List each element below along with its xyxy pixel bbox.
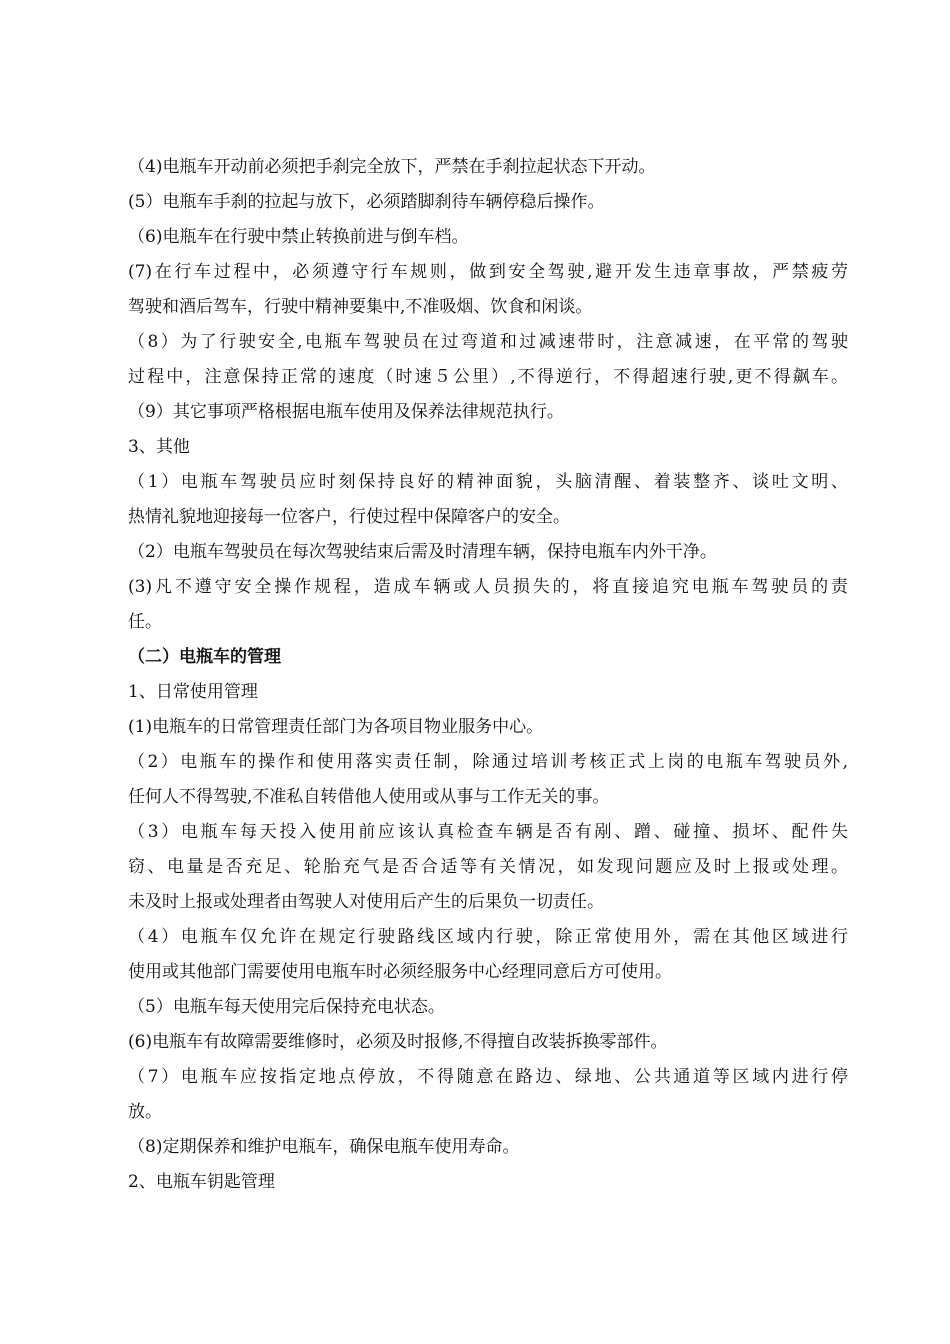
text-line: （8）为了行驶安全,电瓶车驾驶员在过弯道和过减速带时，注意减速，在平常的驾驶 [128, 332, 848, 352]
text-line: （7）电瓶车应按指定地点停放，不得随意在路边、绿地、公共通道等区域内进行停 [128, 1067, 848, 1087]
text-line: 放。 [128, 1102, 162, 1122]
document-body [128, 150, 848, 1200]
text-line: (6)电瓶车有故障需要维修时，必须及时报修,不得擅自改装拆换零部件。 [128, 1032, 668, 1052]
text-line: （4)电瓶车开动前必须把手刹完全放下，严禁在手刹拉起状态下开动。 [128, 157, 656, 177]
text-line: （5）电瓶车每天使用完后保持充电状态。 [128, 997, 445, 1017]
text-line: 热情礼貌地迎接每一位客户，行使过程中保障客户的安全。 [128, 507, 570, 527]
chapter-heading: （二）电瓶车的管理 [128, 647, 281, 667]
text-line: （3）电瓶车每天投入使用前应该认真检查车辆是否有剐、蹭、碰撞、损坏、配件失 [128, 822, 848, 842]
text-line: 窃、电量是否充足、轮胎充气是否合适等有关情况，如发现问题应及时上报或处理。 [128, 857, 848, 877]
text-line: 未及时上报或处理者由驾驶人对使用后产生的后果负一切责任。 [128, 892, 604, 912]
text-line: (3)凡不遵守安全操作规程，造成车辆或人员损失的，将直接追究电瓶车驾驶员的责 [128, 577, 848, 597]
text-line: 任何人不得驾驶,不准私自转借他人使用或从事与工作无关的事。 [128, 787, 610, 807]
text-line: （1）电瓶车驾驶员应时刻保持良好的精神面貌，头脑清醒、着装整齐、谈吐文明、 [128, 472, 848, 492]
text-line: （2）电瓶车驾驶员在每次驾驶结束后需及时清理车辆，保持电瓶车内外干净。 [128, 542, 717, 562]
section-heading: 2、电瓶车钥匙管理 [128, 1172, 275, 1192]
text-line: （8)定期保养和维护电瓶车，确保电瓶车使用寿命。 [128, 1137, 520, 1157]
text-line: (5）电瓶车手刹的拉起与放下，必须踏脚刹待车辆停稳后操作。 [128, 192, 605, 212]
text-line: （2）电瓶车的操作和使用落实责任制，除通过培训考核正式上岗的电瓶车驾驶员外, [128, 752, 848, 772]
section-heading: 1、日常使用管理 [128, 682, 258, 702]
text-line: （6)电瓶车在行驶中禁止转换前进与倒车档。 [128, 227, 469, 247]
text-line: (1)电瓶车的日常管理责任部门为各项目物业服务中心。 [128, 717, 544, 737]
section-heading: 3、其他 [128, 437, 190, 457]
text-line: 过程中，注意保持正常的速度（时速５公里）,不得逆行，不得超速行驶,更不得飙车。 [128, 367, 848, 387]
text-line: 任。 [128, 612, 162, 632]
text-line: 驾驶和酒后驾车，行驶中精神要集中,不准吸烟、饮食和闲谈。 [128, 297, 593, 317]
text-line: 使用或其他部门需要使用电瓶车时必须经服务中心经理同意后方可使用。 [128, 962, 672, 982]
text-line: (7)在行车过程中，必须遵守行车规则，做到安全驾驶,避开发生违章事故，严禁疲劳 [128, 262, 848, 282]
text-line: （4）电瓶车仅允许在规定行驶路线区域内行驶，除正常使用外，需在其他区域进行 [128, 927, 848, 947]
text-line: （9）其它事项严格根据电瓶车使用及保养法律规范执行。 [128, 402, 564, 422]
